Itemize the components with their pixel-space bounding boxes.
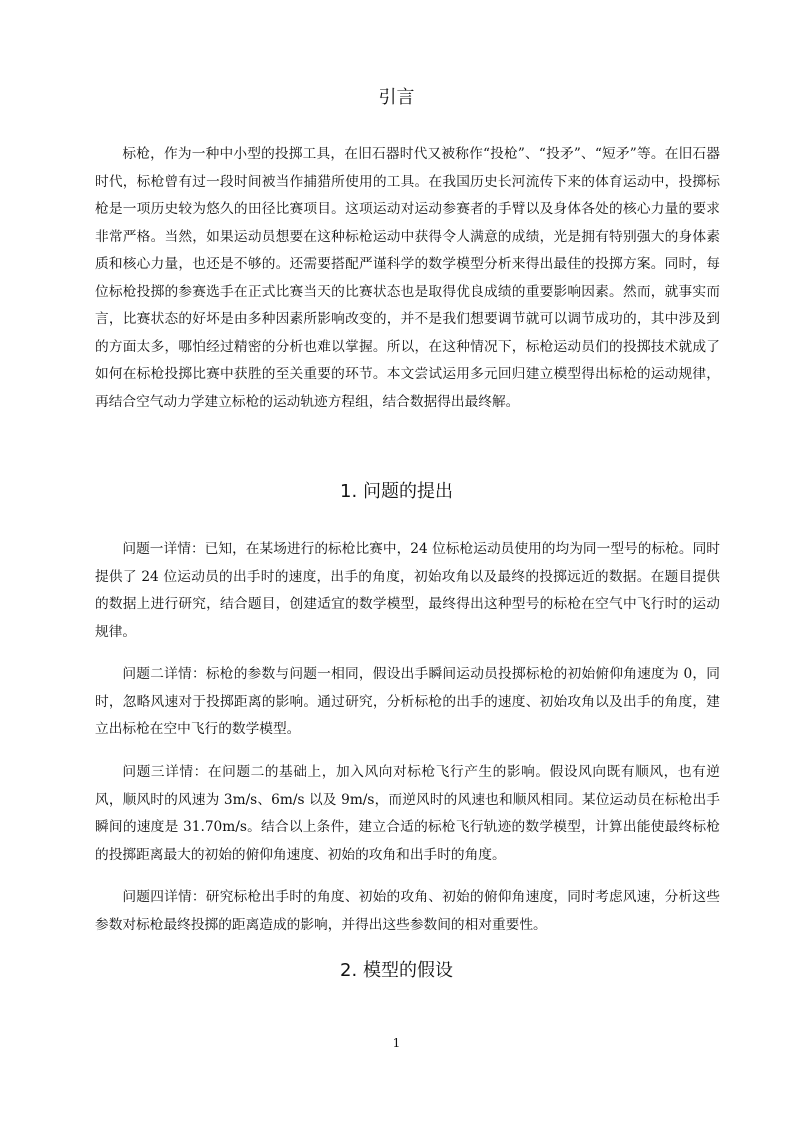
question-1-paragraph: 问题一详情：已知，在某场进行的标枪比赛中，24 位标枪运动员使用的均为同一型号的标枪。同时提供了 24 位运动员的出手时的速度，出手的角度，初始攻角以及最终的投掷远近的数据。在题目提供的数据上进行研究，结合题目，创建适宜的数学模型，最终得出这种型号的标枪在空气中飞行时的运动规律。 xyxy=(95,541,720,640)
question-2-paragraph: 问题二详情：标枪的参数与问题一相同，假设出手瞬间运动员投掷标枪的初始俯仰角速度为 0，同时，忽略风速对于投掷距离的影响。通过研究，分析标枪的出手的速度、初始攻角以及出手的角度，建立出标枪在空中飞行的数学模型。 xyxy=(95,666,720,737)
intro-paragraph: 标枪，作为一种中小型的投掷工具，在旧石器时代又被称作“投枪”、“投矛”、“短矛”等。在旧石器时代，标枪曾有过一段时间被当作捕猎所使用的工具。在我国历史长河流传下来的体育运动中，投掷标枪是一项历史较为悠久的田径比赛项目。这项运动对运动参赛者的手臂以及身体各处的核心力量的要求非常严格。当然，如果运动员想要在这种标枪运动中获得令人满意的成绩，光是拥有特别强大的身体素质和核心力量，也还是不够的。还需要搭配严谨科学的数学模型分析来得出最佳的投掷方案。同时，每位标枪投掷的参赛选手在正式比赛当天的比赛状态也是取得优良成绩的重要影响因素。然而，就事实而言，比赛状态的好坏是由多种因素所影响改变的，并不是我们想要调节就可以调节成功的，其中涉及到的方面太多，哪怕经过精密的分析也难以掌握。所以，在这种情况下，标枪运动员们的投掷技术就成了如何在标枪投掷比赛中获胜的至关重要的环节。本文尝试运用多元回归建立模型得出标枪的运动规律，再结合空气动力学建立标枪的运动轨迹方程组，结合数据得出最终解。 xyxy=(95,146,720,410)
question-4-paragraph: 问题四详情：研究标枪出手时的角度、初始的攻角、初始的俯仰角速度，同时考虑风速，分析这些参数对标枪最终投掷的距离造成的影响，并得出这些参数间的相对重要性。 xyxy=(95,889,720,933)
section-2-title: 2. 模型的假设 xyxy=(340,960,453,981)
intro-title: 引言 xyxy=(378,87,415,108)
section-1-title: 1. 问题的提出 xyxy=(340,481,453,502)
question-3-paragraph: 问题三详情：在问题二的基础上，加入风向对标枪飞行产生的影响。假设风向既有顺风，也有逆风，顺风时的风速为 3m/s、6m/s 以及 9m/s，而逆风时的风速也和顺风相同。某位运动员在标枪出手瞬间的速度是 31.70m/s。结合以上条件，建立合适的标枪飞行轨迹的数学模型，计算出能使最终标枪的投掷距离最大的初始的俯仰角速度、初始的攻角和出手时的角度。 xyxy=(95,764,720,863)
page-number: 1 xyxy=(392,1036,401,1050)
